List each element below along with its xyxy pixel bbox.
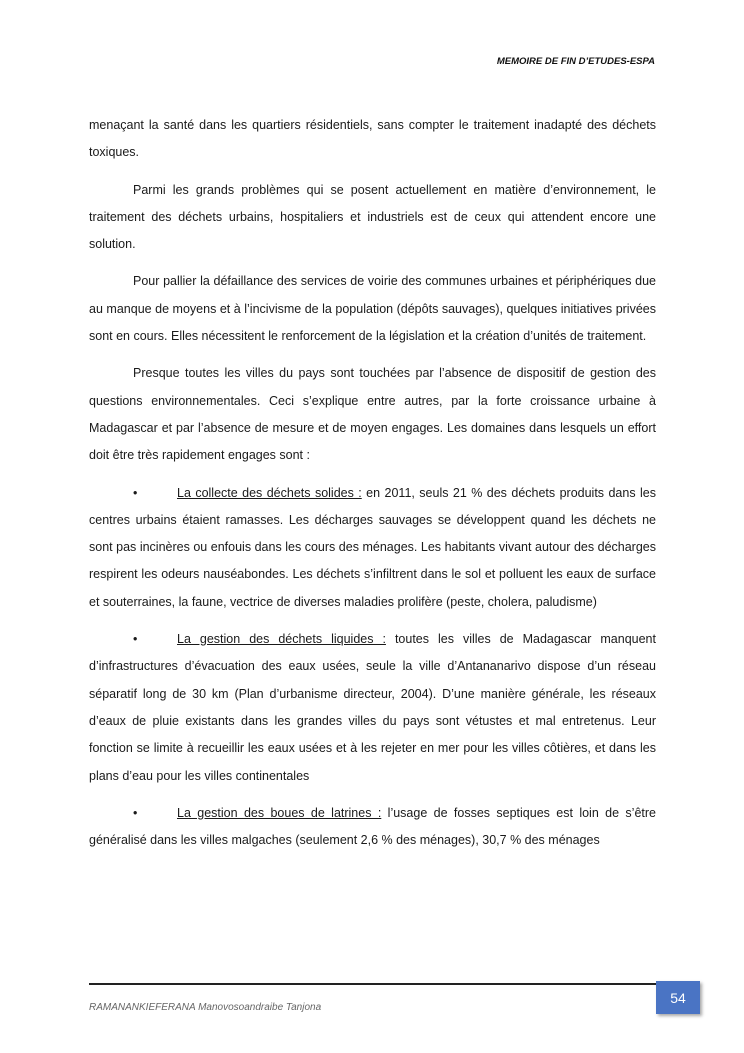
running-header: MEMOIRE DE FIN D’ETUDES-ESPA [496,56,655,67]
bullet-text: en 2011, seuls 21 % des déchets produits dans les centres urbains étaient ramasses. Les décharges sauvages se développent quand les déchets ne sont pas incinères ou enfouis dans les cours des ménages. Les habitants vivant autour des décharges respirent les odeurs nauséabondes. Les déchets s’infiltrent dans le sol et polluent les eaux de surface et souterraines, la faune, vectrice de diverses maladies prolifère (peste, cholera, paludisme) [89,485,656,609]
bullet-item [89,800,656,855]
bullet-icon: • [133,485,138,500]
bullet-icon: • [133,632,138,647]
page-number: 54 [656,981,700,1014]
bullet-text: toutes les villes de Madagascar manquent d’infrastructures d’évacuation des eaux usées, seule la ville d’Antananarivo dispose d’un réseau séparatif long de 30 km (Plan d’urbanisme directeur, 2004). D’une manière générale, les réseaux d’eaux de pluie existants dans les grandes villes du pays sont vétustes et mal entretenus. Leur fonction se limite à recueillir les eaux usées et à les rejeter en mer pour les villes côtières, et dans les plans d’eau pour les villes continentales [89,632,656,783]
bullet-title: La collecte des déchets solides : [177,485,362,500]
paragraph: Pour pallier la défaillance des services de voirie des communes urbaines et périphériques due au manque de moyens et à l’incivisme de la population (dépôts sauvages), quelques initiatives privées sont en cours. Elles nécessitent le renforcement de la législation et la création d’unités de traitement. [89,274,656,344]
footer-divider [89,983,673,985]
paragraph: menaçant la santé dans les quartiers résidentiels, sans compter le traitement inadapté des déchets toxiques. [89,118,656,160]
footer-author: RAMANANKIEFERANA Manovosoandraibe Tanjona [89,1002,322,1013]
document-body [89,112,656,864]
bullet-title: La gestion des déchets liquides : [177,632,386,647]
bullet-title: La gestion des boues de latrines : [177,805,382,820]
paragraph: Presque toutes les villes du pays sont touchées par l’absence de dispositif de gestion des questions environnementales. Ceci s’explique entre autres, par la forte croissance urbaine à Madagascar et par l’absence de mesure et de moyen engages. Les domaines dans lesquels un effort doit être très rapidement engages sont : [89,366,656,463]
paragraph: Parmi les grands problèmes qui se posent actuellement en matière d’environnement, le traitement des déchets urbains, hospitaliers et industriels est de ceux qui attendent encore une solution. [89,182,656,252]
bullet-icon: • [133,805,138,820]
bullet-item [89,626,656,790]
bullet-item [89,480,656,616]
bullet-text: l’usage de fosses septiques est loin de s’être généralisé dans les villes malgaches (seulement 2,6 % des ménages), 30,7 % des ménages [89,805,656,848]
